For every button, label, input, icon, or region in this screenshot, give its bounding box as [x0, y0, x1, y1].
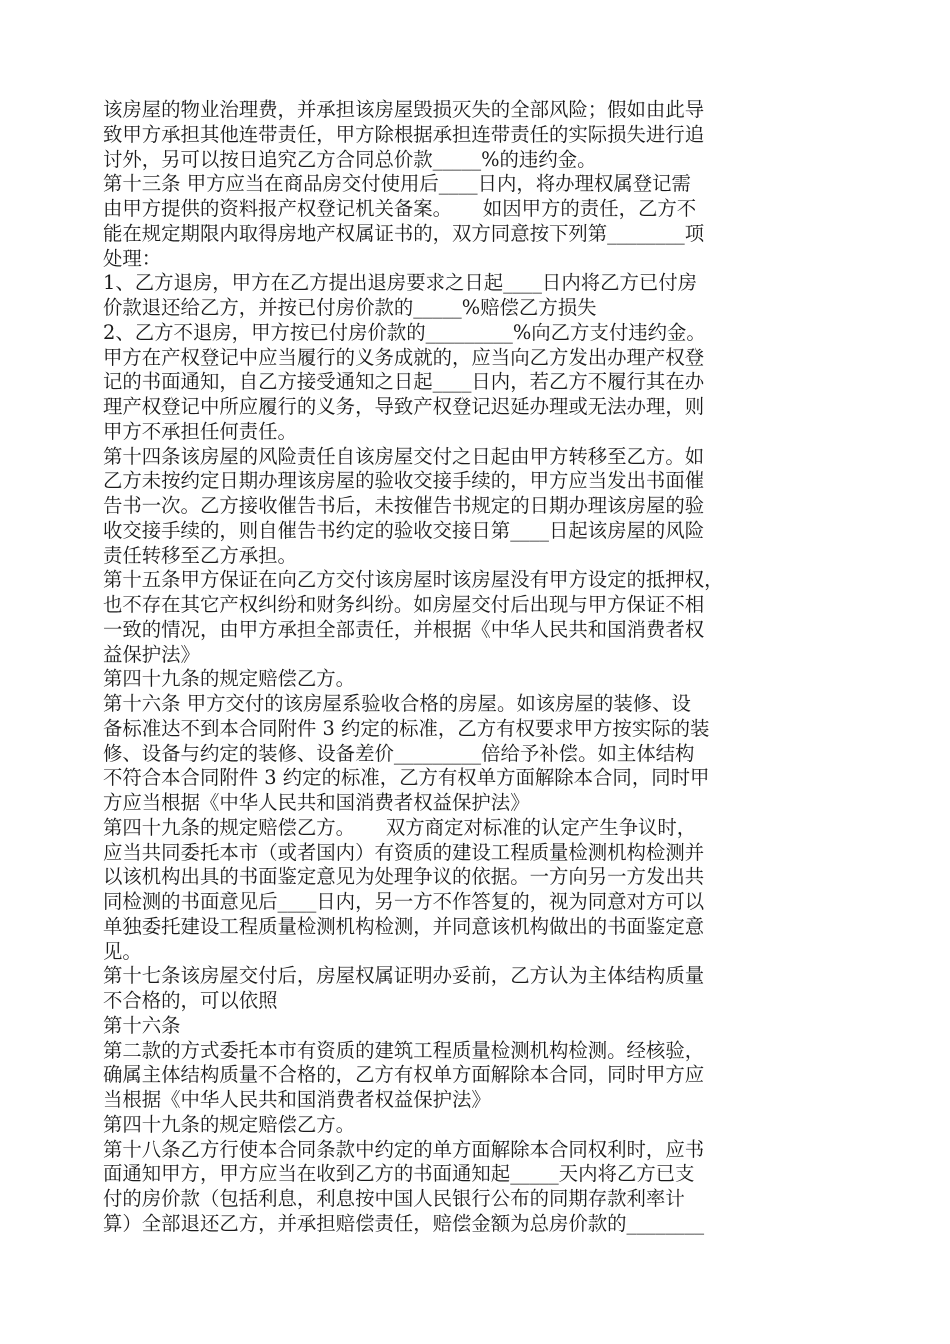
text-line: 备标准达不到本合同附件 3 约定的标准，乙方有权要求甲方按实际的装 [103, 716, 710, 740]
text-line: 第四十九条的规定赔偿乙方。 双方商定对标准的认定产生争议时， [103, 815, 697, 839]
text-line: 第十七条该房屋交付后，房屋权属证明办妥前，乙方认为主体结构质量 [103, 964, 705, 988]
text-line: 甲方在产权登记中应当履行的义务成就的，应当向乙方发出办理产权登 [103, 345, 705, 369]
document-page [103, 98, 863, 1237]
text-line: 算）全部退还乙方，并承担赔偿责任，赔偿金额为总房价款的________ [103, 1211, 705, 1235]
text-line: 第四十九条的规定赔偿乙方。 [103, 667, 356, 691]
text-line: 第十五条甲方保证在向乙方交付该房屋时该房屋没有甲方设定的抵押权， [103, 568, 724, 592]
text-line: 记的书面通知，自乙方接受通知之日起____日内，若乙方不履行其在办 [103, 370, 705, 394]
text-line: 由甲方提供的资料报产权登记机关备案。 如因甲方的责任，乙方不 [103, 197, 697, 220]
text-line: 益保护法》 [103, 642, 200, 666]
text-line: 不符合本合同附件 3 约定的标准，乙方有权单方面解除本合同，同时甲 [103, 766, 710, 790]
text-line: 单独委托建设工程质量检测机构检测，并同意该机构做出的书面鉴定意 [103, 914, 705, 938]
text-line: 修、设备与约定的装修、设备差价_________倍给予补偿。如主体结构 [103, 741, 695, 765]
text-line: 2、乙方不退房，甲方按已付房价款的_________%向乙方支付违约金。 [103, 320, 706, 344]
text-line: 致甲方承担其他连带责任，甲方除根据承担连带责任的实际损失进行追 [103, 122, 705, 146]
text-line: 一致的情况，由甲方承担全部责任，并根据《中华人民共和国消费者权 [103, 617, 705, 641]
text-line: 能在规定期限内取得房地产权属证书的，双方同意按下列第________项 [103, 221, 705, 245]
text-line: 告书一次。乙方接收催告书后，未按催告书规定的日期办理该房屋的验 [103, 494, 705, 517]
text-line: 甲方不承担任何责任。 [103, 419, 297, 443]
text-line: 同检测的书面意见后____日内，另一方不作答复的，视为同意对方可以 [103, 890, 705, 913]
text-line: 也不存在其它产权纠纷和财务纠纷。如房屋交付后出现与甲方保证不相 [103, 593, 705, 616]
text-line: 第十三条 甲方应当在商品房交付使用后____日内，将办理权属登记需 [103, 172, 691, 196]
text-line: 责任转移至乙方承担。 [103, 543, 297, 567]
text-line: 不合格的，可以依照 [103, 989, 278, 1012]
text-line: 乙方未按约定日期办理该房屋的验收交接手续的，甲方应当发出书面催 [103, 469, 705, 493]
text-line: 价款退还给乙方，并按已付房价款的_____%赔偿乙方损失 [103, 296, 597, 319]
text-line: 第十八条乙方行使本合同条款中约定的单方面解除本合同权利时，应书 [103, 1137, 705, 1161]
text-line: 第十四条该房屋的风险责任自该房屋交付之日起由甲方转移至乙方。如 [103, 444, 705, 468]
text-line: 理产权登记中所应履行的义务，导致产权登记迟延办理或无法办理，则 [103, 395, 705, 418]
text-line: 第二款的方式委托本市有资质的建筑工程质量检测机构检测。经核验， [103, 1038, 705, 1062]
text-line: 第四十九条的规定赔偿乙方。 [103, 1112, 356, 1136]
text-line: 应当共同委托本市（或者国内）有资质的建设工程质量检测机构检测并 [103, 840, 705, 864]
text-line: 讨外，另可以按日追究乙方合同总价款_____%的违约金。 [103, 147, 597, 171]
text-line: 面通知甲方，甲方应当在收到乙方的书面通知起_____天内将乙方已支 [103, 1162, 695, 1186]
text-line: 当根据《中华人民共和国消费者权益保护法》 [103, 1088, 491, 1111]
text-line: 见。 [103, 939, 142, 963]
text-line: 确属主体结构质量不合格的，乙方有权单方面解除本合同，同时甲方应 [103, 1063, 705, 1087]
text-line: 以该机构出具的书面鉴定意见为处理争议的依据。一方向另一方发出共 [103, 865, 705, 889]
text-line: 第十六条 [103, 1013, 181, 1037]
text-line: 付的房价款（包括利息，利息按中国人民银行公布的同期存款利率计 [103, 1187, 685, 1210]
text-line: 处理： [103, 246, 162, 270]
text-line: 1、乙方退房，甲方在乙方提出退房要求之日起____日内将乙方已付房 [103, 271, 698, 295]
text-line: 该房屋的物业治理费，并承担该房屋毁损灭失的全部风险；假如由此导 [103, 98, 705, 121]
text-line: 方应当根据《中华人民共和国消费者权益保护法》 [103, 791, 530, 814]
text-line: 收交接手续的，则自催告书约定的验收交接日第____日起该房屋的风险 [103, 518, 705, 542]
text-line: 第十六条 甲方交付的该房屋系验收合格的房屋。如该房屋的装修、设 [103, 692, 691, 715]
